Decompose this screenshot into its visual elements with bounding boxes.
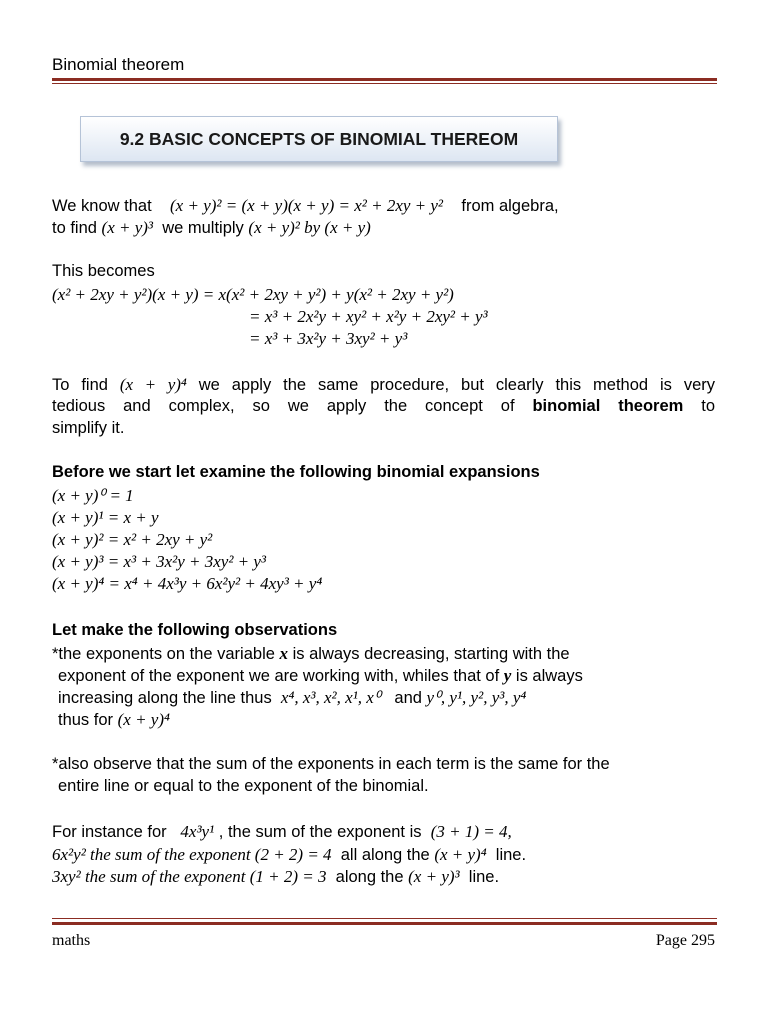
becomes-line: = x³ + 2x²y + xy² + x²y + 2xy² + y³	[249, 307, 488, 326]
obs-text: thus for	[58, 711, 114, 729]
inst-equation: (3 + 1) = 4,	[430, 822, 512, 841]
footer-left: maths	[52, 932, 91, 949]
observation-line-2	[58, 666, 583, 686]
intro-equation: (x + y)² = (x + y)(x + y) = x² + 2xy + y²	[170, 196, 444, 215]
expansion-line: (x + y)⁴ = x⁴ + 4x³y + 6x²y² + 4xy³ + y⁴	[52, 574, 323, 593]
expansion-line: (x + y)² = x² + 2xy + y²	[52, 530, 213, 549]
expansion-line: (x + y)⁰ = 1	[52, 486, 134, 505]
inst-text: , the sum of the exponent is	[218, 823, 422, 841]
intro-text: to find	[52, 219, 97, 237]
observations-heading: Let make the following observations	[52, 621, 338, 639]
para-text: we apply the same procedure, but clearly this method is very	[198, 376, 715, 394]
observation-line-3	[58, 688, 526, 708]
expansion-line: (x + y)³ = x³ + 3x²y + 3xy² + y³	[52, 552, 267, 571]
inst-equation: 6x²y² the sum of the exponent (2 + 2) = 4	[52, 845, 332, 864]
intro-equation: (x + y)² by (x + y)	[248, 218, 371, 237]
obs-text: *the exponents on the variable	[52, 645, 275, 663]
footer-rule-thin	[52, 918, 717, 919]
running-header: Binomial theorem	[52, 55, 185, 74]
intro-line-2	[52, 218, 371, 238]
para-line-2	[52, 397, 715, 416]
becomes-line: (x² + 2xy + y²)(x + y) = x(x² + 2xy + y²) + y(x² + 2xy + y²)	[52, 285, 454, 304]
inst-equation: (x + y)⁴	[434, 845, 487, 864]
inst-text: For instance for	[52, 823, 167, 841]
intro-line-1	[52, 196, 559, 216]
para-equation: (x + y)⁴	[119, 375, 187, 394]
para-text: to	[701, 397, 715, 415]
para-line-3: simplify it.	[52, 419, 125, 437]
expansion-line: (x + y)¹ = x + y	[52, 508, 159, 527]
intro-equation: (x + y)³	[101, 218, 154, 237]
sum-line-2: entire line or equal to the exponent of the binomial.	[58, 777, 429, 795]
obs-variable: y	[503, 666, 512, 685]
inst-equation: 4x³y¹	[180, 822, 215, 841]
obs-equation: x⁴, x³, x², x¹, x⁰	[280, 688, 381, 707]
inst-equation: 3xy² the sum of the exponent (1 + 2) = 3	[52, 867, 327, 886]
obs-variable: x	[279, 644, 289, 663]
obs-text: is always decreasing, starting with the	[292, 645, 570, 663]
para-line-1	[52, 375, 715, 395]
becomes-label: This becomes	[52, 262, 155, 280]
inst-text: along the	[335, 868, 404, 886]
inst-text: all along the	[340, 846, 430, 864]
intro-text: from algebra,	[461, 197, 559, 215]
observation-line-4	[58, 710, 170, 730]
intro-text: We know that	[52, 197, 152, 215]
expansions-heading: Before we start let examine the following binomial expansions	[52, 463, 540, 481]
obs-text: increasing along the line thus	[58, 689, 272, 707]
becomes-line: = x³ + 3x²y + 3xy² + y³	[249, 329, 408, 348]
obs-text: exponent of the exponent we are working with, whiles that of	[58, 667, 500, 685]
inst-equation: (x + y)³	[408, 867, 460, 886]
para-text: To find	[52, 376, 108, 394]
inst-text: line.	[468, 868, 500, 886]
instance-line-2	[52, 845, 526, 865]
para-text: tedious and complex, so we apply the concept of	[52, 397, 515, 415]
header-rule-thin	[52, 83, 717, 84]
obs-equation: (x + y)⁴	[117, 710, 170, 729]
obs-text: is always	[515, 667, 583, 685]
instance-line-1	[52, 822, 512, 842]
obs-equation: y⁰, y¹, y², y³, y⁴	[426, 688, 527, 707]
para-bold-term: binomial theorem	[532, 397, 684, 415]
obs-text: and	[394, 689, 422, 707]
observation-line-1	[52, 644, 570, 664]
intro-text: we multiply	[162, 219, 244, 237]
inst-text: line.	[495, 846, 527, 864]
page-number: Page 295	[655, 932, 715, 949]
sum-line-1: *also observe that the sum of the exponents in each term is the same for the	[52, 755, 610, 773]
header-rule	[52, 78, 717, 81]
footer-rule	[52, 922, 717, 925]
section-title: 9.2 BASIC CONCEPTS OF BINOMIAL THEREOM	[80, 116, 558, 162]
instance-line-3	[52, 867, 499, 887]
